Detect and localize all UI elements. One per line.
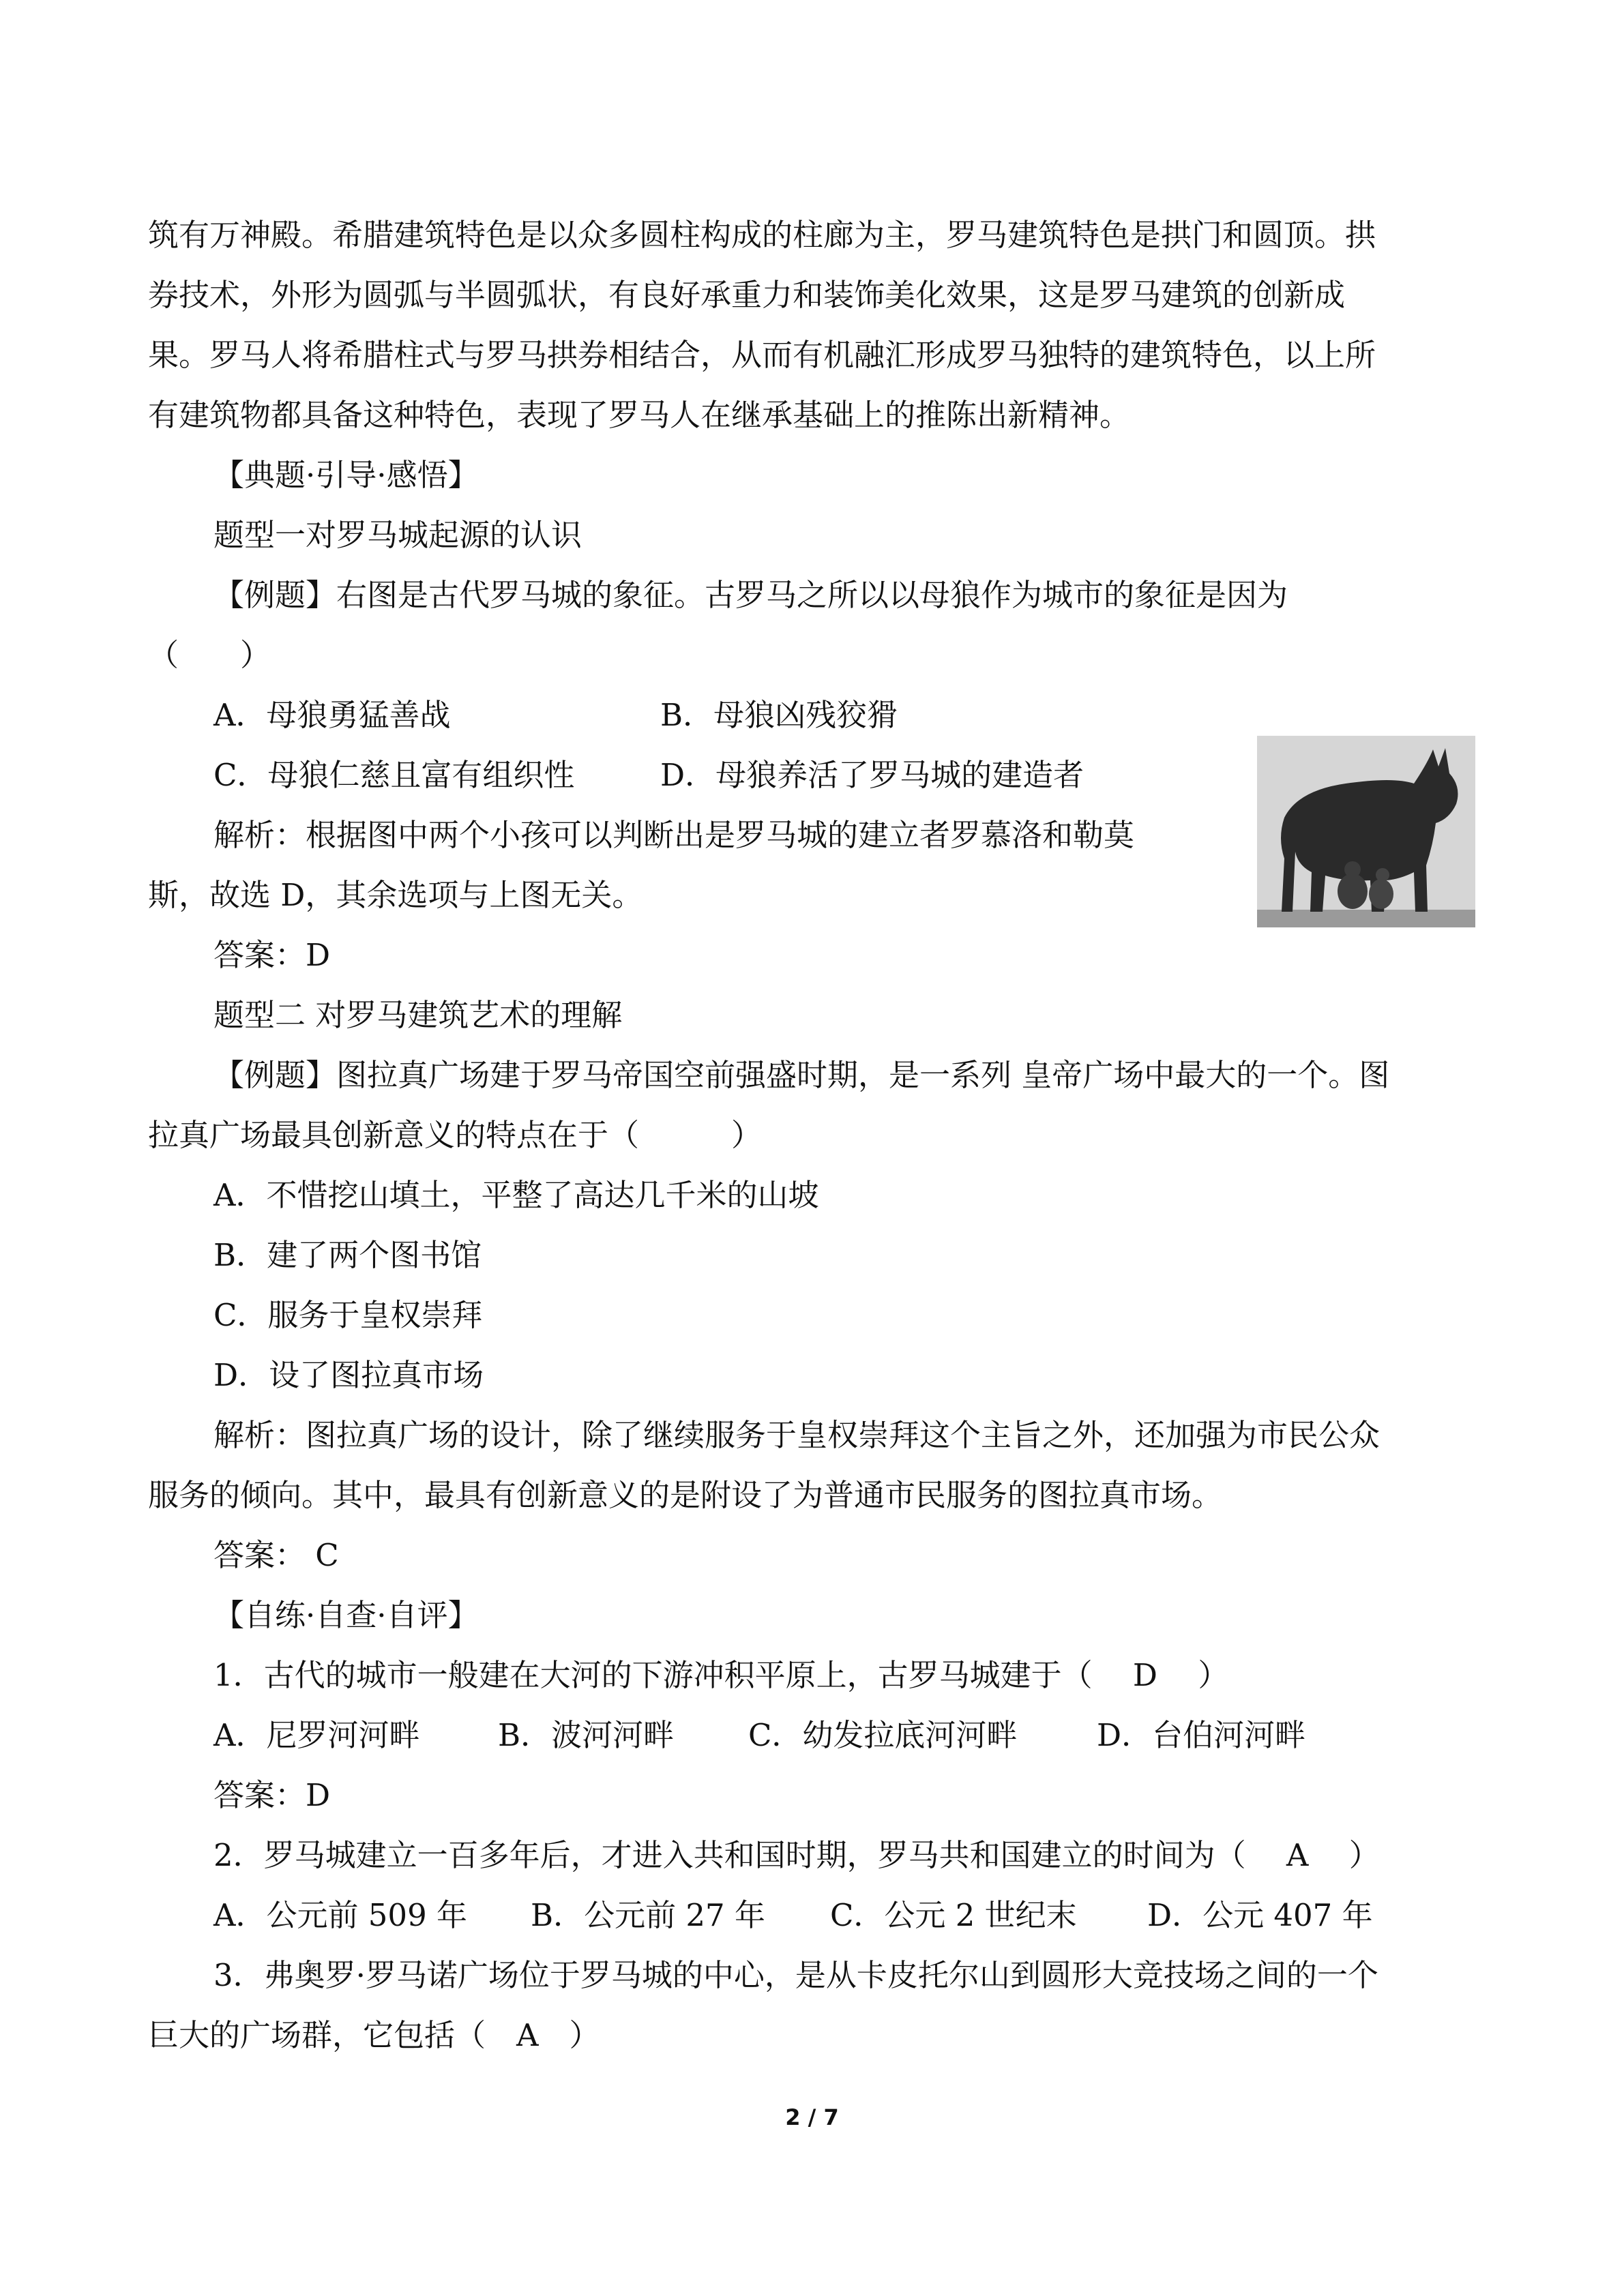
type2-analysis-line-1: 解析：图拉真广场的设计，除了继续服务于皇权崇拜这个主旨之外，还加强为市民公众 [213,1417,1381,1453]
intro-line-1: 筑有万神殿。希腊建筑特色是以众多圆柱构成的柱廊为主，罗马建筑特色是拱门和圆顶。拱 [148,217,1376,253]
type2-analysis-line-2: 服务的倾向。其中，最具有创新意义的是附设了为普通市民服务的图拉真市场。 [148,1477,1223,1513]
q1-option-d: D．台伯河河畔 [1097,1717,1306,1753]
q2-stem: 2．罗马城建立一百多年后，才进入共和国时期，罗马共和国建立的时间为（ A ） [213,1837,1380,1873]
type1-analysis-line-1: 解析：根据图中两个小孩可以判断出是罗马城的建立者罗慕洛和勒莫 [213,817,1135,853]
q2-option-b: B．公元前 27 年 [531,1897,765,1933]
section-heading-practice: 【自练·自查·自评】 [213,1597,479,1633]
type1-title: 题型一对罗马城起源的认识 [213,517,582,553]
type1-answer: 答案：D [213,937,331,973]
type2-answer: 答案： C [213,1537,339,1573]
capitoline-wolf-image [1257,736,1475,927]
wolf-statue-illustration [1257,736,1475,927]
intro-line-4: 有建筑物都具备这种特色，表现了罗马人在继承基础上的推陈出新精神。 [148,397,1131,433]
type1-option-a: A．母狼勇猛善战 [213,697,451,733]
type2-question-line-2: 拉真广场最具创新意义的特点在于（ ） [148,1117,763,1153]
type2-question-line-1: 【例题】图拉真广场建于罗马帝国空前强盛时期，是一系列 皇帝广场中最大的一个。图 [213,1057,1390,1093]
type2-option-b: B．建了两个图书馆 [213,1237,482,1273]
q2-option-c: C．公元 2 世纪末 [830,1897,1077,1933]
type1-option-c: C．母狼仁慈且富有组织性 [213,757,575,793]
q3-stem-line-2: 巨大的广场群，它包括（ A ） [148,2017,600,2053]
q1-option-a: A．尼罗河河畔 [213,1717,420,1753]
q1-option-b: B．波河河畔 [498,1717,675,1753]
q1-stem: 1．古代的城市一般建在大河的下游冲积平原上，古罗马城建于（ D ） [213,1657,1229,1693]
q1-option-c: C．幼发拉底河河畔 [748,1717,1018,1753]
type2-option-c: C．服务于皇权崇拜 [213,1297,483,1333]
q2-option-d: D．公元 407 年 [1147,1897,1373,1933]
page-number: 2 / 7 [785,2104,839,2130]
type1-question-line-1: 【例题】右图是古代罗马城的象征。古罗马之所以以母狼作为城市的象征是因为 [213,577,1288,613]
type1-option-d: D．母狼养活了罗马城的建造者 [660,757,1084,793]
q2-option-a: A．公元前 509 年 [213,1897,467,1933]
q3-stem-line-1: 3．弗奥罗·罗马诺广场位于罗马城的中心，是从卡皮托尔山到圆形大竞技场之间的一个 [213,1957,1378,1993]
q1-answer: 答案：D [213,1777,331,1813]
type2-option-d: D．设了图拉真市场 [213,1357,484,1393]
type1-option-b: B．母狼凶残狡猾 [660,697,898,733]
section-heading-examples: 【典题·引导·感悟】 [213,457,479,493]
type2-title: 题型二 对罗马建筑艺术的理解 [213,997,623,1033]
type1-analysis-line-2: 斯，故选 D，其余选项与上图无关。 [148,877,643,913]
intro-line-3: 果。罗马人将希腊柱式与罗马拱券相结合，从而有机融汇形成罗马独特的建筑特色，以上所 [148,337,1376,373]
type1-question-line-2: （ ） [148,637,271,673]
intro-line-2: 券技术，外形为圆弧与半圆弧状，有良好承重力和装饰美化效果，这是罗马建筑的创新成 [148,277,1346,313]
type2-option-a: A．不惜挖山填土，平整了高达几千米的山坡 [213,1177,819,1213]
